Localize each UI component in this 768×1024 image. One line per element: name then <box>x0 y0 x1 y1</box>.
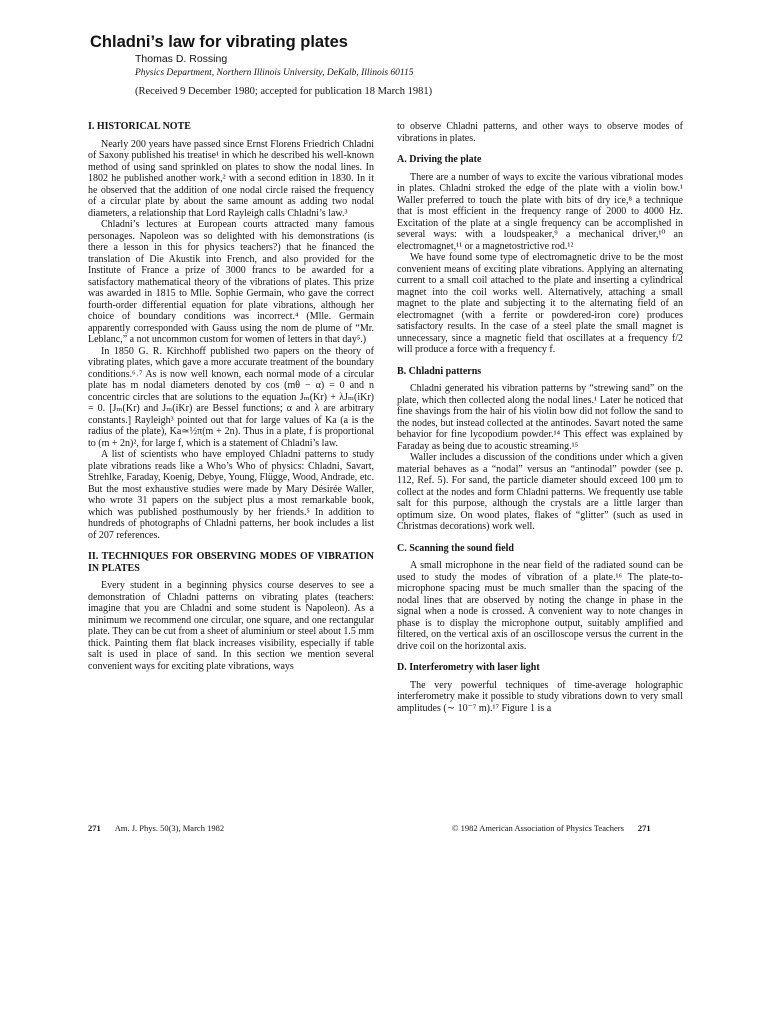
copyright-notice: © 1982 American Association of Physics Teachers <box>452 823 624 833</box>
page-number: 271 <box>637 823 651 833</box>
page-number: 271 <box>88 823 101 833</box>
left-column <box>88 121 374 672</box>
subsection-heading-scanning: C. Scanning the sound field <box>397 542 514 554</box>
paragraph: In 1850 G. R. Kirchhoff published two papers on the theory of vibrating plates, which gave a more accurate treatment of the boundary conditions.⁶˒⁷ As is now well known, each normal mode of a circular plate has m nodal diameters denoted by cos (mθ − α) = 0 and n concentric circles that are solutions to the equation Jₘ(Kr) + λJₘ(iKr) = 0. [Jₘ(Kr) and Jₘ(iKr) are Bessel functions; α and λ are arbitrary constants.] Rayleigh³ pointed out that for large values of Ka (a is the radius of the plate), Ka≃½π(m + 2n). Thus in a plate, f is proportional to (m + 2n)², for large f, which is a statement of Chladni’s law. <box>88 345 374 449</box>
subsection-heading-interferometry: D. Interferometry with laser light <box>397 662 540 673</box>
paragraph: Nearly 200 years have passed since Ernst Florens Friedrich Chladni of Saxony published his treatise¹ in which he described his well-known method of using sand sprinkled on plates to show the nodal lines. In 1802 he published another work,² with a second edition in 1830. In it he observed that the addition of one nodal circle raised the frequency of a circular plate by about the same amount as adding two nodal diameters, a relationship that Lord Rayleigh calls Chladni’s law.³ <box>88 138 374 219</box>
paragraph: A list of scientists who have employed Chladni patterns to study plate vibrations reads like a Who’s Who of physics: Chladni, Savart, Strehlke, Faraday, Koenig, Debye, Young, Flügge, Wood, Andrade, etc. But the most exhaustive studies were made by Mary Désirée Waller, who wrote 31 papers on the subject plus a most remarkable book, which was published posthumously by her friends.⁵ In addition to hundreds of photographs of Chladni patterns, her book includes a list of 207 references. <box>88 449 374 541</box>
spacer <box>88 541 374 551</box>
right-column <box>397 121 683 714</box>
footer-right <box>452 823 651 833</box>
paragraph: to observe Chladni patterns, and other ways to observe modes of vibrations in plates. <box>397 121 683 144</box>
paragraph: Chladni’s lectures at European courts attracted many famous personages. Napoleon was so delighted with his demonstrations (is there a lesson in this for physics teachers?) that he financed the translation of Die Akustik into French, and also provided for the Institute of France a prize of 3000 francs to be awarded for a satisfactory mathematical theory of the vibrations of plates. This prize was awarded in 1815 to Mlle. Sophie Germain, who gave the correct fourth-order differential equation for plate vibrations, although her choice of boundary conditions was incorrect.⁴ (Mlle. Germain apparently corresponded with Gauss using the nom de plume of “Mr. Leblanc,” a not uncommon custom for women of letters in that day⁵.) <box>88 219 374 345</box>
section-heading-historical-note: I. HISTORICAL NOTE <box>88 121 191 132</box>
subsection-heading-chladni-patterns: B. Chladni patterns <box>397 365 482 377</box>
paragraph: There are a number of ways to excite the various vibrational modes in plates. Chladni stroked the edge of the plate with a violin bow.¹ Waller preferred to touch the plate with bits of dry ice,⁸ a technique that is most efficient in the frequency range of 2000 to 4000 Hz. Excitation of the plate at a single frequency can be accomplished in several ways: with a loudspeaker,⁹ a mechanical driver,¹⁰ an electromagnet,¹¹ or a magnetostrictive rod.¹² <box>397 171 683 252</box>
paragraph: Waller includes a discussion of the conditions under which a given material behaves as a “nodal” versus an “antinodal” powder (see p. 112, Ref. 5). For sand, the particle diameter should exceed 100 μm to collect at the nodes and form Chladni patterns. We frequently use table salt for this purpose, although the crystals are a little larger than optimum size. On wood plates, flakes of “glitter” (such as used in Christmas decorations) work well. <box>397 452 683 532</box>
paragraph: Every student in a beginning physics course deserves to see a demonstration of Chladni patterns on vibrating plates (teachers: imagine that you are Chladni and some student is Napoleon). As a minimum we recommend one circular, one square, and one rectangular plate. They can be cut from a sheet of aluminium or steel about 1.5 mm thick. Painting them flat black increases visibility, especially if table salt is used in place of sand. In this section we mention several convenient ways for exciting plate vibrations, ways <box>88 580 374 672</box>
footer-left <box>88 823 224 833</box>
author-name: Thomas D. Rossing <box>135 53 228 65</box>
subsection-heading-driving: A. Driving the plate <box>397 154 482 165</box>
author-affiliation: Physics Department, Northern Illinois University, DeKalb, Illinois 60115 <box>135 68 414 78</box>
paragraph: The very powerful techniques of time-average holographic interferometry make it possible to study vibrations down to very small amplitudes (∼ 10⁻⁷ m).¹⁷ Figure 1 is a <box>397 679 683 714</box>
paragraph: A small microphone in the near field of the radiated sound can be used to study the modes of vibration of a plate.¹⁶ The plate-to-microphone spacing must be much smaller than the spacing of the nodal lines that are observed by noting the change in phase in the signal when a node is crossed. A convenient way to note changes in phase is to display the microphone output, suitably amplified and filtered, on the vertical axis of an oscilloscope versus the current in the drive coil on the horizontal axis. <box>397 560 683 652</box>
paragraph: We have found some type of electromagnetic drive to be the most convenient means of exciting plate vibrations. Applying an alternating current to a small coil attached to the plate and inserting a cylindrical magnet into the coil works well. Alternatively, attaching a small magnet to the plate and subjecting it to the alternating field of an electromagnet (with a ferrite or powdered-iron core) produces satisfactory results. In the case of a steel plate the small magnet is unnecessary, since a magnetic field that oscillates at a frequency f/2 will produce a force with a frequency f. <box>397 252 683 355</box>
article-title: Chladni’s law for vibrating plates <box>90 33 348 51</box>
journal-citation: Am. J. Phys. 50(3), March 1982 <box>114 823 225 833</box>
received-dates: (Received 9 December 1980; accepted for publication 18 March 1981) <box>135 86 433 97</box>
paragraph: Chladni generated his vibration patterns by “strewing sand” on the plate, which then collected along the nodal lines.¹ Later he noticed that fine shavings from the hair of his violin bow did not follow the sand to the nodes, but instead collected at the antinodes. Savart noted the same behavior for fine lycopodium powder.¹⁴ This effect was explained by Faraday as being due to acoustic streaming.¹⁵ <box>397 383 683 452</box>
section-heading-techniques: II. TECHNIQUES FOR OBSERVING MODES OF VIBRATION IN PLATES <box>88 551 374 574</box>
